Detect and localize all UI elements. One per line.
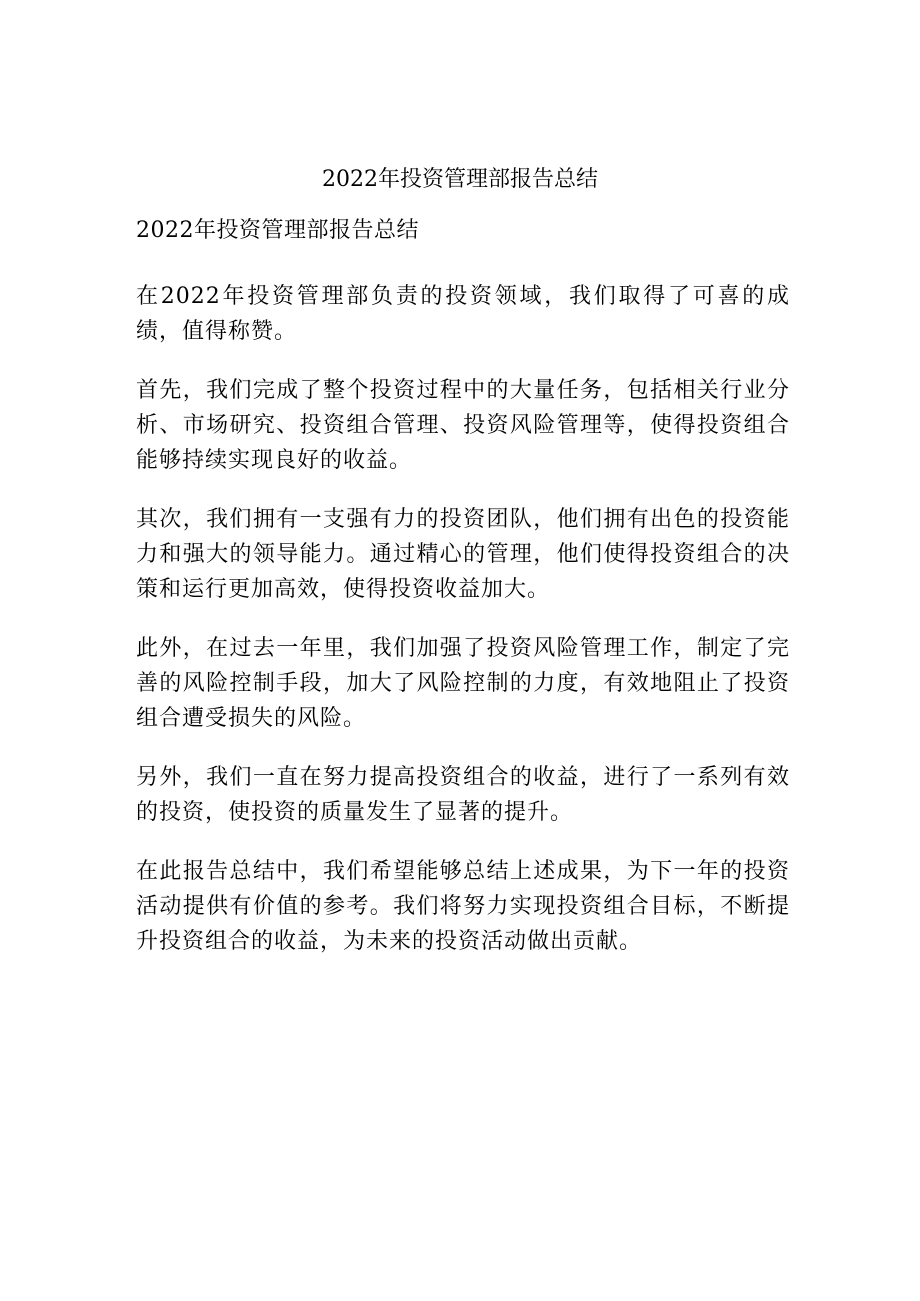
document-subtitle: 2022年投资管理部报告总结 (136, 218, 419, 243)
paragraph-conclusion: 在此报告总结中，我们希望能够总结上述成果，为下一年的投资活动提供有价值的参考。我们将努力实现投资组合目标，不断提升投资组合的收益，为未来的投资活动做出贡献。 (136, 859, 790, 954)
paragraph-first: 首先，我们完成了整个投资过程中的大量任务，包括相关行业分析、市场研究、投资组合管理、投资风险管理等，使得投资组合能够持续实现良好的收益。 (136, 378, 790, 473)
paragraph-second: 其次，我们拥有一支强有力的投资团队，他们拥有出色的投资能力和强大的领导能力。通过精心的管理，他们使得投资组合的决策和运行更加高效，使得投资收益加大。 (136, 507, 790, 602)
paragraph-fourth: 另外，我们一直在努力提高投资组合的收益，进行了一系列有效的投资，使投资的质量发生了显著的提升。 (136, 765, 790, 825)
document-body (136, 213, 790, 983)
document-title: 2022年投资管理部报告总结 (322, 167, 598, 192)
paragraph-intro: 在2022年投资管理部负责的投资领域，我们取得了可喜的成绩，值得称赞。 (136, 284, 790, 344)
paragraph-third: 此外，在过去一年里，我们加强了投资风险管理工作，制定了完善的风险控制手段，加大了风险控制的力度，有效地阻止了投资组合遭受损失的风险。 (136, 636, 790, 731)
